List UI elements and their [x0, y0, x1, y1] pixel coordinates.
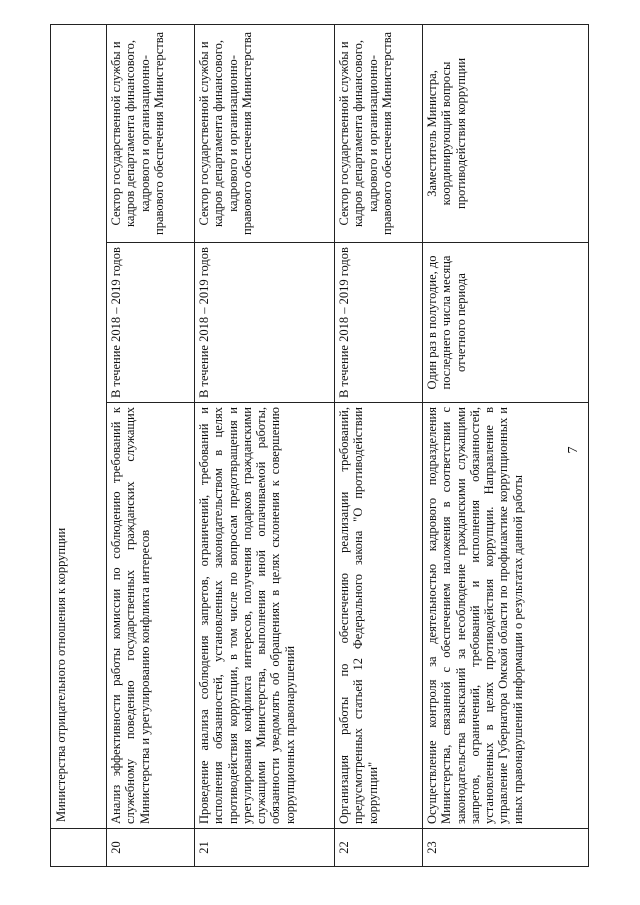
- plan-table: [50, 24, 589, 867]
- section-row: [51, 24, 107, 866]
- responsible-cell: Заместитель Министра, координирующий вопросы противодействия коррупции: [423, 24, 589, 242]
- responsible-cell: Сектор государственной службы и кадров департамента финансового, кадрового и организационно-правового обеспечения Министерства: [195, 24, 335, 242]
- table-row: [107, 24, 195, 866]
- row-number: 20: [107, 829, 195, 867]
- measure-description: Организация работы по обеспечению реализации требований, предусмотренных статьей 12 Федерального закона "О противодействии коррупции": [335, 403, 423, 829]
- measure-description: Анализ эффективности работы комиссии по соблюдению требований к служебному поведению государственных гражданских служащих Министерства и урегулированию конфликта интересов: [107, 403, 195, 829]
- page-number: 7: [566, 446, 581, 454]
- deadline-cell: Один раз в полугодие, до последнего числа месяца отчетного периода: [423, 243, 589, 403]
- measure-description: Осуществление контроля за деятельностью кадрового подразделения Министерства, связанной с обеспечением наложения в соответствии с законодательства взысканий за несоблюдение гражданскими служащими запретов, ограничений, требований и исполнения обязанностей, установленных в целях противодействия коррупции. Направление в управление Губернатора Омской области по профилактике коррупционных и иных правонарушений информации о результатах данной работы: [423, 403, 589, 829]
- row-number: 22: [335, 829, 423, 867]
- table-row: [335, 24, 423, 866]
- table-row: [423, 24, 589, 866]
- measure-description: Проведение анализа соблюдения запретов, ограничений, требований и исполнения обязанностей, установленных законодательством в целях противодействия коррупции, в том числе по вопросам предотвращения и урегулирования конфликта интересов, получения подарков гражданскими служащими Министерства, выполнения иной оплачиваемой работы, обязанности уведомлять об обращениях в целях склонения к совершению коррупционных правонарушений: [195, 403, 335, 829]
- deadline-cell: В течение 2018 – 2019 годов: [335, 243, 423, 403]
- section-number-cell: [51, 829, 107, 867]
- row-number: 23: [423, 829, 589, 867]
- table-row: [195, 24, 335, 866]
- deadline-cell: В течение 2018 – 2019 годов: [195, 243, 335, 403]
- section-title: Министерства отрицательного отношения к коррупции: [51, 24, 107, 828]
- row-number: 21: [195, 829, 335, 867]
- responsible-cell: Сектор государственной службы и кадров департамента финансового, кадрового и организационно-правового обеспечения Министерства: [335, 24, 423, 242]
- responsible-cell: Сектор государственной службы и кадров департамента финансового, кадрового и организационно-правового обеспечения Министерства: [107, 24, 195, 242]
- deadline-cell: В течение 2018 – 2019 годов: [107, 243, 195, 403]
